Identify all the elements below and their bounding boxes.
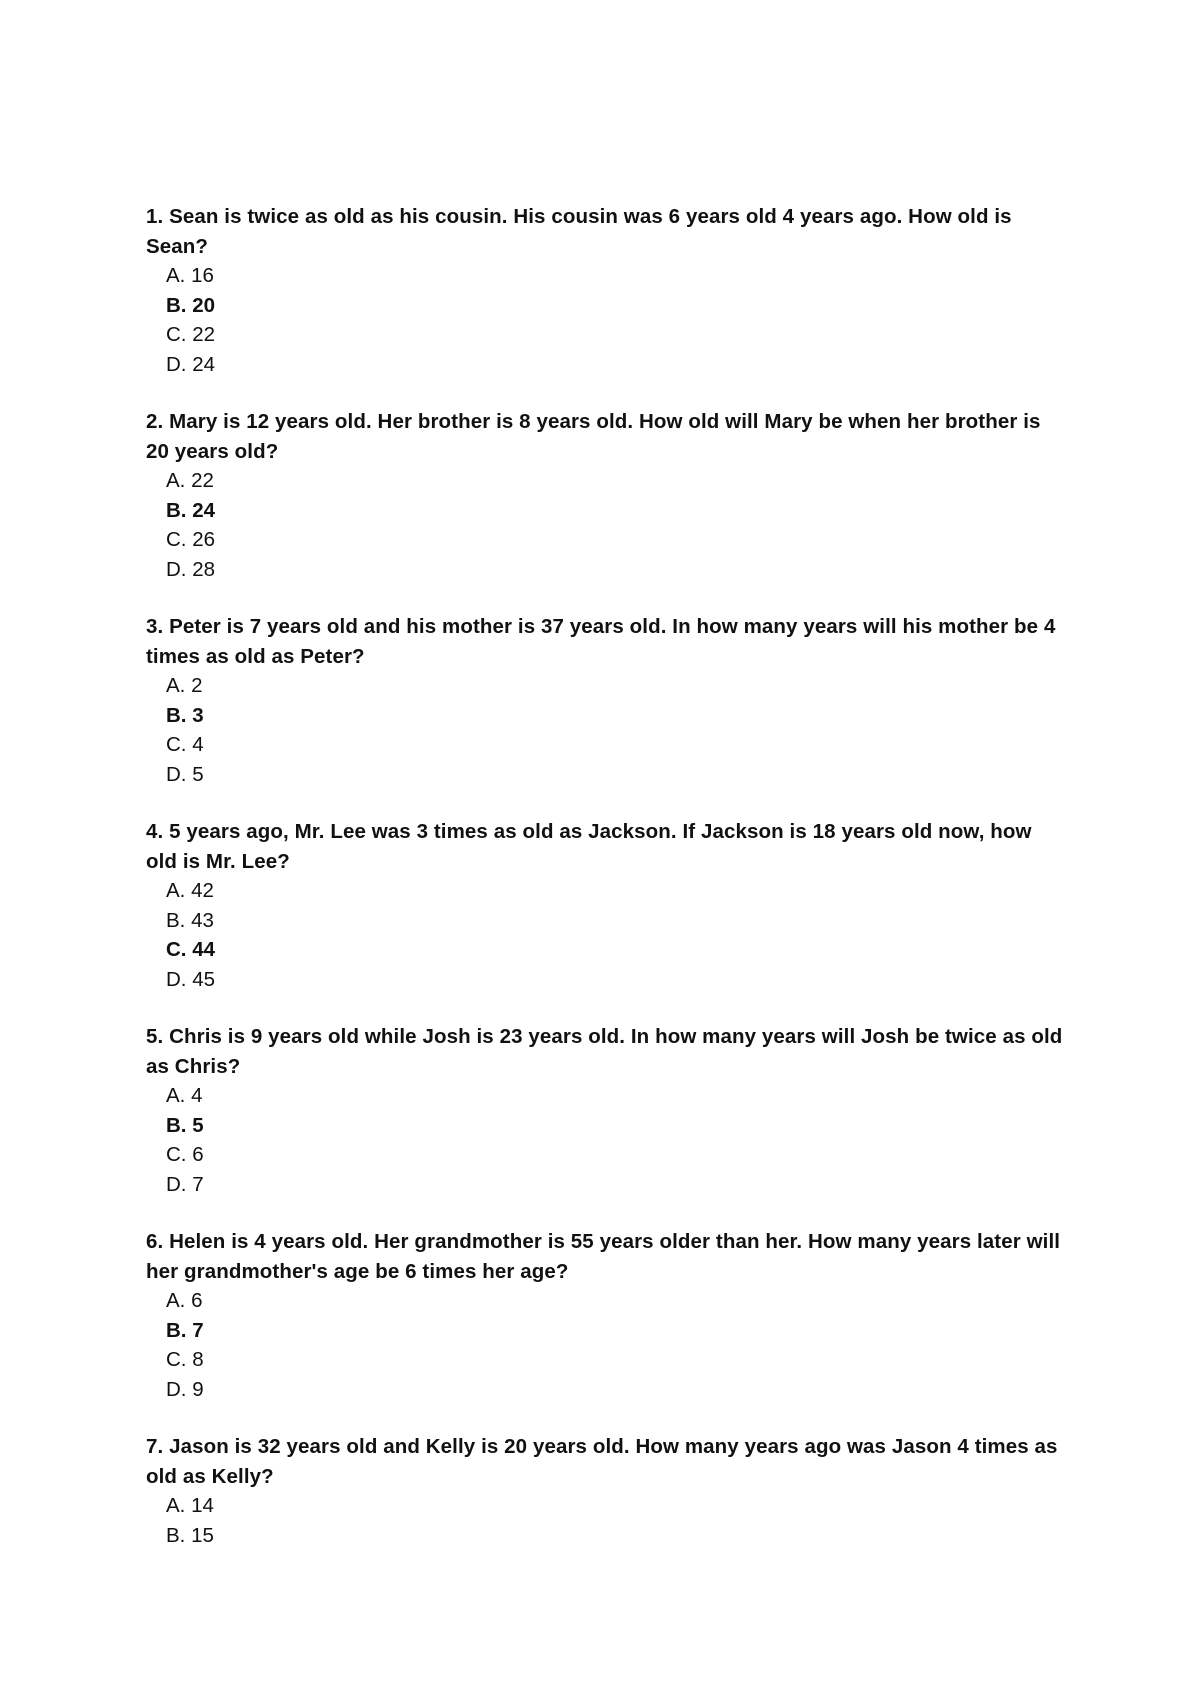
- question-text: 1. Sean is twice as old as his cousin. His cousin was 6 years old 4 years ago. How old is Sean?: [146, 205, 1012, 258]
- option-c: C. 4: [166, 733, 204, 756]
- option-d: D. 7: [166, 1172, 204, 1196]
- question-7: [146, 1432, 1066, 1550]
- question-text: 3. Peter is 7 years old and his mother is 37 years old. In how many years will his mother be 4 times as old as Peter?: [146, 615, 1056, 668]
- option-list: [146, 1491, 1066, 1550]
- option-c: C. 8: [166, 1348, 204, 1371]
- question-text: 6. Helen is 4 years old. Her grandmother is 55 years older than her. How many years later will her grandmother's age be 6 times her age?: [146, 1230, 1061, 1283]
- option-a: A. 6: [166, 1289, 203, 1312]
- option-a: A. 22: [166, 469, 214, 492]
- option-c: C. 6: [166, 1143, 204, 1166]
- question-4: [146, 817, 1066, 994]
- option-d: D. 28: [166, 557, 215, 581]
- question-text: 5. Chris is 9 years old while Josh is 23 years old. In how many years will Josh be twice as old as Chris?: [146, 1025, 1063, 1078]
- option-b-answer: B. 24: [166, 498, 215, 522]
- option-list: [146, 1081, 1066, 1199]
- option-list: [146, 876, 1066, 994]
- option-list: [146, 261, 1066, 379]
- option-b: B. 43: [166, 908, 214, 932]
- option-c: C. 26: [166, 528, 215, 551]
- question-1: [146, 202, 1066, 379]
- quiz-page: [146, 202, 1066, 1578]
- option-a: A. 14: [166, 1494, 214, 1517]
- option-d: D. 24: [166, 352, 215, 376]
- option-c: C. 22: [166, 323, 215, 346]
- option-a: A. 42: [166, 879, 214, 902]
- option-a: A. 16: [166, 264, 214, 287]
- question-5: [146, 1022, 1066, 1199]
- question-text: 7. Jason is 32 years old and Kelly is 20 years old. How many years ago was Jason 4 times as old as Kelly?: [146, 1435, 1058, 1488]
- option-list: [146, 1286, 1066, 1404]
- option-d: D. 9: [166, 1377, 204, 1401]
- question-text: 4. 5 years ago, Mr. Lee was 3 times as old as Jackson. If Jackson is 18 years old now, how old is Mr. Lee?: [146, 820, 1032, 873]
- option-list: [146, 671, 1066, 789]
- question-6: [146, 1227, 1066, 1404]
- option-b: B. 15: [166, 1523, 214, 1547]
- option-b-answer: B. 3: [166, 703, 204, 727]
- option-a: A. 2: [166, 674, 203, 697]
- option-d: D. 45: [166, 967, 215, 991]
- question-2: [146, 407, 1066, 584]
- option-c-answer: C. 44: [166, 938, 215, 961]
- option-b-answer: B. 20: [166, 293, 215, 317]
- question-3: [146, 612, 1066, 789]
- option-d: D. 5: [166, 762, 204, 786]
- option-b-answer: B. 5: [166, 1113, 204, 1137]
- option-list: [146, 466, 1066, 584]
- option-b-answer: B. 7: [166, 1318, 204, 1342]
- option-a: A. 4: [166, 1084, 203, 1107]
- question-text: 2. Mary is 12 years old. Her brother is 8 years old. How old will Mary be when her brother is 20 years old?: [146, 410, 1041, 463]
